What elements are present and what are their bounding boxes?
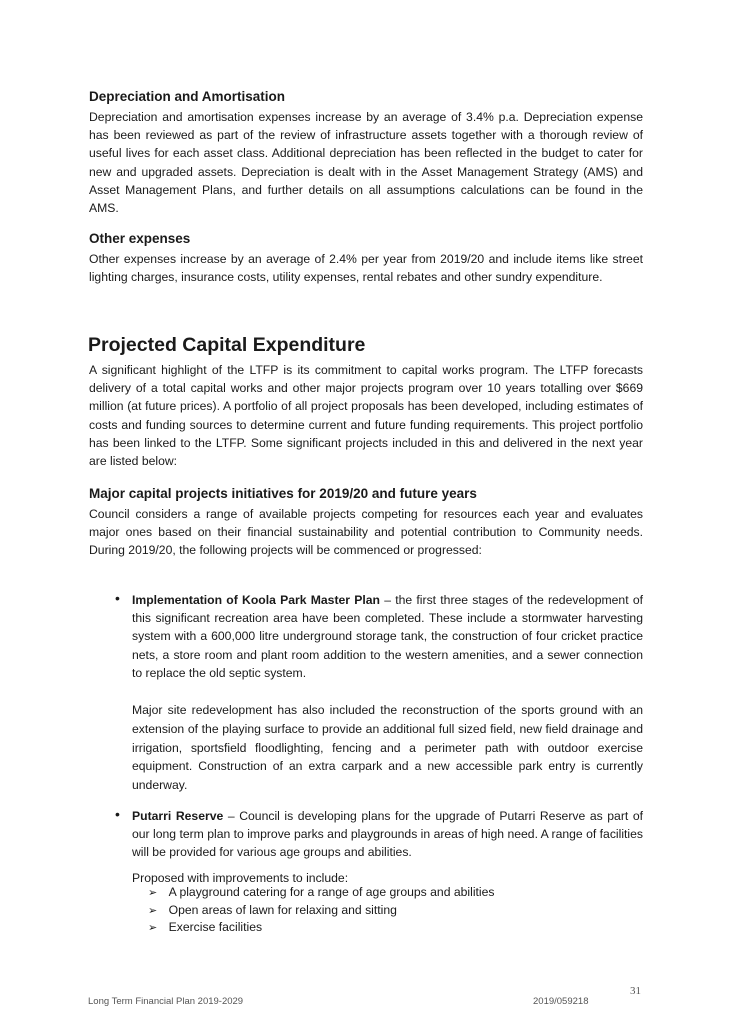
putarri-item-1 — [148, 885, 495, 899]
depreciation-paragraph: Depreciation and amortisation expenses increase by an average of 3.4% p.a. Depreciation expense has been reviewed as part of the review of infrastructure assets together with a thorough review of useful lives for each asset class. Additional depreciation has been reflected in the budget to cater for new and upgraded assets. Depreciation is dealt with in the Asset Management Strategy (AMS) and Asset Management Plans, and further details on all assumptions calculations can be found in the AMS. — [89, 110, 643, 216]
koola-title: Implementation of Koola Park Master Plan — [132, 593, 381, 607]
putarri-item-3 — [148, 920, 262, 934]
koola-bullet: • — [115, 590, 120, 606]
koola-paragraph-2: Major site redevelopment has also included the reconstruction of the sports ground with an extension of the playing surface to provide an additional full sized field, new field drainage and irrigation, sportsfield floodlighting, fencing and a perimeter path with outdoor exercise equipment. Construction of an extra carpark and a new accessible park entry is currently underway. — [132, 703, 643, 793]
putarri-item-label: A playground catering for a range of age groups and abilities — [168, 885, 495, 899]
putarri-intro: Proposed with improvements to include: — [132, 871, 349, 885]
arrow-bullet-icon: ➢ — [148, 905, 158, 917]
putarri-item-label: Exercise facilities — [168, 920, 263, 934]
putarri-title: Putarri Reserve — [132, 809, 224, 823]
major-projects-paragraph: Council considers a range of available projects competing for resources each year and evaluates major ones based on their financial sustainability and potential contribution to Community needs. During 2019/20, the following projects will be commenced or progressed: — [89, 507, 643, 558]
arrow-bullet-icon: ➢ — [148, 887, 158, 899]
putarri-item-label: Open areas of lawn for relaxing and sitting — [168, 903, 397, 917]
footer-title: Long Term Financial Plan 2019-2029 — [88, 996, 244, 1007]
koola-paragraph — [132, 591, 643, 682]
other-expenses-paragraph: Other expenses increase by an average of 2.4% per year from 2019/20 and include items like street lighting charges, insurance costs, utility expenses, rental rebates and other sundry expenditure. — [89, 252, 643, 285]
capital-expenditure-heading: Projected Capital Expenditure — [88, 334, 366, 356]
page-number: 31 — [630, 985, 641, 997]
other-expenses-heading: Other expenses — [89, 231, 191, 246]
arrow-bullet-icon: ➢ — [148, 922, 158, 934]
putarri-paragraph — [132, 807, 643, 862]
major-projects-heading: Major capital projects initiatives for 2019/20 and future years — [89, 486, 477, 501]
capital-expenditure-paragraph: A significant highlight of the LTFP is its commitment to capital works program. The LTFP forecasts delivery of a total capital works and other major projects program over 10 years totalling over $669 million (at future prices). A portfolio of all project proposals has been developed, including estimates of costs and funding sources to determine current and future funding requirements. This project portfolio has been linked to the LTFP. Some significant projects included in this and delivered in the next year are listed below: — [89, 363, 643, 469]
koola-text: – the first three stages of the redevelopment of this significant recreation area have been completed. These include a stormwater harvesting system with a 600,000 litre underground storage tank, the construction of four cricket practice nets, a store room and plant room addition to the western amenities, and a sewer connection to replace the old septic system. — [132, 593, 643, 680]
putarri-bullet: • — [115, 806, 120, 822]
depreciation-heading: Depreciation and Amortisation — [89, 89, 286, 104]
putarri-text: – Council is developing plans for the upgrade of Putarri Reserve as part of our long term plan to improve parks and playgrounds in areas of high need. A range of facilities will be provided for various age groups and abilities. — [132, 809, 643, 860]
putarri-item-2 — [148, 903, 397, 917]
footer-reference: 2019/059218 — [533, 996, 589, 1007]
